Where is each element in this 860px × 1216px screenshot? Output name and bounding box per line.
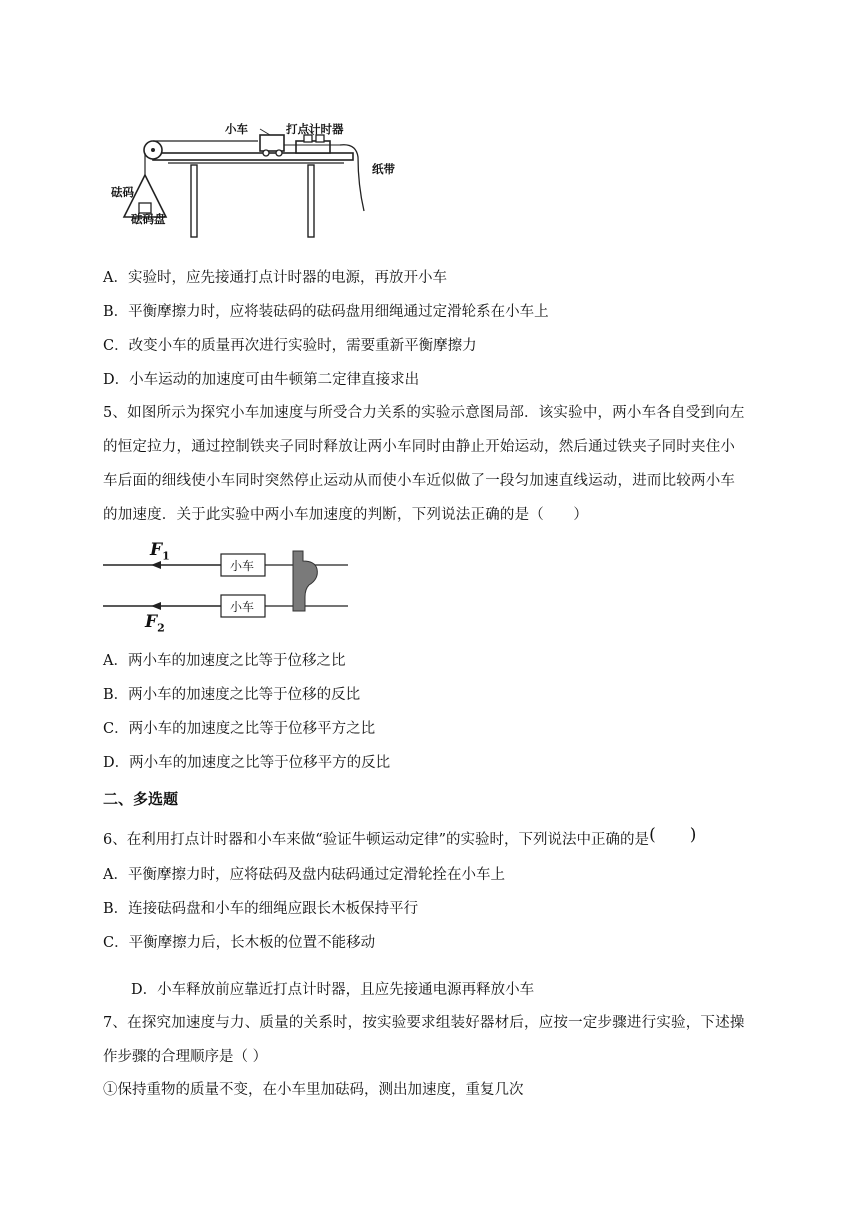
- q6-option-d: D．小车释放前应靠近打点计时器，且应先接通电源再释放小车: [131, 982, 535, 998]
- q6-stem: [103, 825, 697, 850]
- q6-option-c: C．平衡摩擦力后，长木板的位置不能移动: [103, 935, 376, 951]
- q7-step-1: ①保持重物的质量不变，在小车里加砝码，测出加速度，重复几次: [103, 1082, 524, 1098]
- timer: [296, 141, 330, 153]
- force-f2-sub: 2: [157, 621, 165, 635]
- force-label-f2: [145, 612, 165, 634]
- q6-option-b: B．连接砝码盘和小车的细绳应跟长木板保持平行: [103, 901, 419, 917]
- q4-option-c: C．改变小车的质量再次进行实验时，需要重新平衡摩擦力: [103, 338, 477, 354]
- q4-option-d: D．小车运动的加速度可由牛顿第二定律直接求出: [103, 372, 420, 388]
- q5-option-c: C．两小车的加速度之比等于位移平方之比: [103, 721, 376, 737]
- force-f1-sub: 1: [162, 549, 170, 563]
- q5-option-d: D．两小车的加速度之比等于位移平方的反比: [103, 755, 391, 771]
- q5-stem-line-1: 5、如图所示为探究小车加速度与所受合力关系的实验示意图局部．该实验中，两小车各自受到向左: [103, 405, 745, 421]
- q6-option-a: A．平衡摩擦力时，应将砝码及盘内砝码通过定滑轮拴在小车上: [103, 867, 505, 883]
- table-leg-right: [308, 165, 314, 237]
- label-weight: 砝码: [111, 185, 134, 199]
- q5-stem-line-3: 车后面的细线使小车同时突然停止运动从而使小车近似做了一段匀加速直线运动，进而比较两小车: [103, 473, 736, 489]
- q4-option-a: A．实验时，应先接通打点计时器的电源，再放开小车: [103, 270, 447, 286]
- force-f2-letter: F: [145, 612, 158, 632]
- q5-option-b: B．两小车的加速度之比等于位移的反比: [103, 687, 361, 703]
- q4-option-b: B．平衡摩擦力时，应将装砝码的砝码盘用细绳通过定滑轮系在小车上: [103, 304, 549, 320]
- iron-clamp: [293, 551, 317, 611]
- label-cart: 小车: [225, 122, 248, 136]
- cart1-label: 小车: [230, 559, 255, 573]
- label-tape: 纸带: [372, 162, 395, 176]
- two-carts-figure: [103, 535, 375, 640]
- force-f1-letter: F: [150, 540, 163, 560]
- arrow-f2: [151, 602, 161, 610]
- table-top: [153, 153, 353, 160]
- cart: [260, 135, 284, 151]
- label-pan: 砝码盘: [131, 212, 166, 226]
- label-timer: 打点计时器: [286, 122, 344, 136]
- q6-answer-paren: ( ): [649, 825, 697, 845]
- force-label-f1: [150, 540, 170, 562]
- q6-stem-text: 6、在利用打点计时器和小车来做“验证牛顿运动定律”的实验时，下列说法中正确的是: [103, 832, 650, 848]
- table-leg-left: [191, 165, 197, 237]
- q5-stem-line-2: 的恒定拉力，通过控制铁夹子同时释放让两小车同时由静止开始运动，然后通过铁夹子同时夹住小: [103, 439, 736, 455]
- q7-stem-line-1: 7、在探究加速度与力、质量的关系时，按实验要求组装好器材后，应按一定步骤进行实验，下述操: [103, 1015, 745, 1031]
- q7-stem-line-2: 作步骤的合理顺序是（ ）: [103, 1049, 268, 1065]
- cart2-label: 小车: [230, 600, 255, 614]
- section-title: 二、多选题: [103, 790, 179, 808]
- q5-stem-line-4: 的加速度．关于此实验中两小车加速度的判断，下列说法正确的是（ ）: [103, 507, 589, 523]
- q5-option-a: A．两小车的加速度之比等于位移之比: [103, 653, 346, 669]
